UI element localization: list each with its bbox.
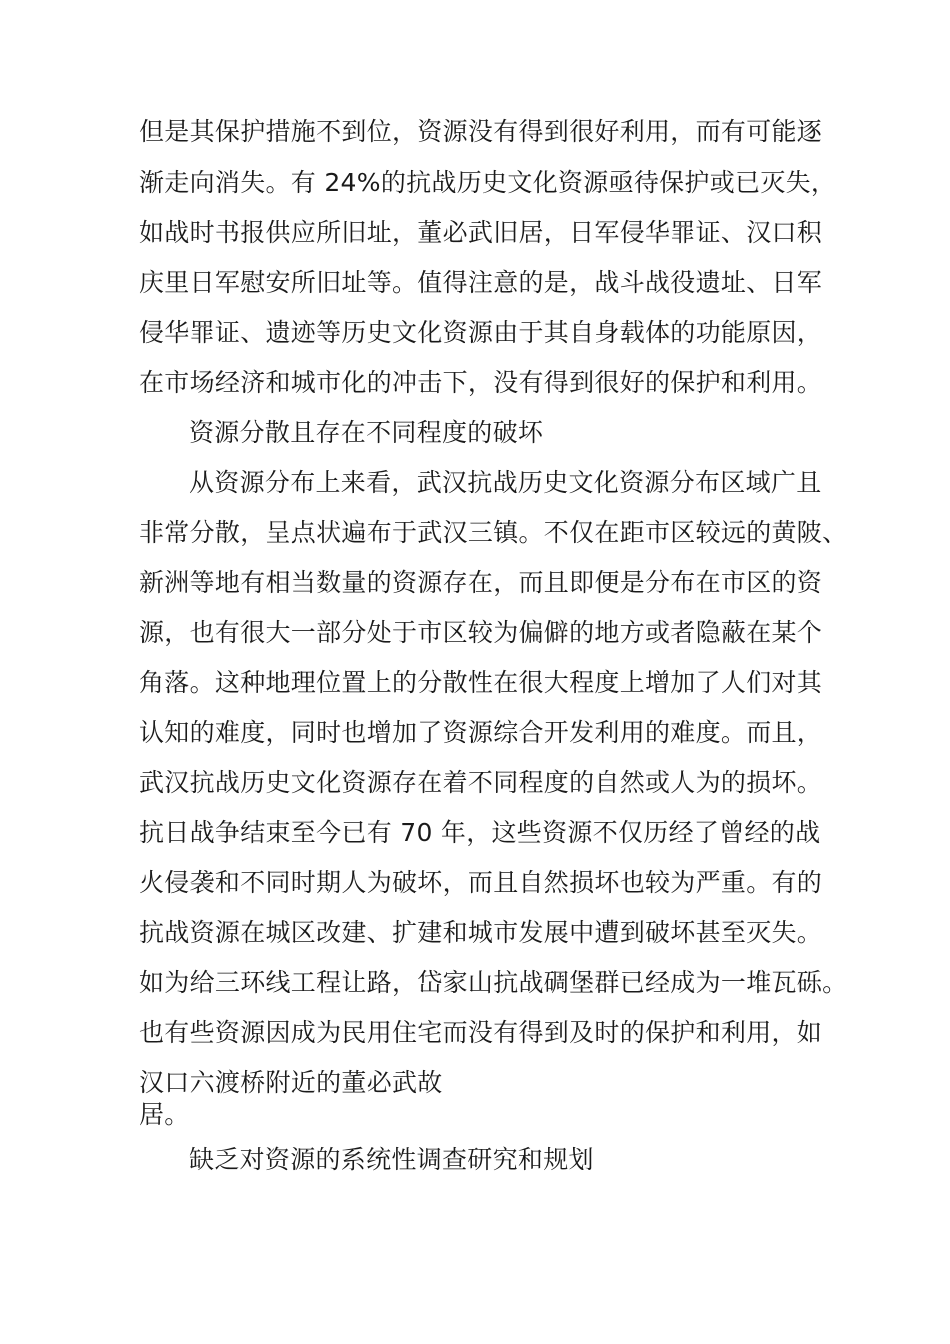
paragraph-line: 武汉抗战历史文化资源存在着不同程度的自然或人为的损坏。 [139, 768, 823, 797]
paragraph-line: 角落。这种地理位置上的分散性在很大程度上增加了人们对其 [139, 668, 823, 697]
paragraph-line: 汉口六渡桥附近的董必武故 [139, 1068, 443, 1097]
paragraph-line: 但是其保护措施不到位，资源没有得到很好利用，而有可能逐 [139, 117, 823, 146]
paragraph-line: 庆里日军慰安所旧址等。值得注意的是，战斗战役遗址、日军 [139, 268, 823, 297]
paragraph-line: 侵华罪证、遗迹等历史文化资源由于其自身载体的功能原因， [139, 318, 823, 347]
paragraph-line: 新洲等地有相当数量的资源存在，而且即便是分布在市区的资 [139, 568, 823, 597]
paragraph-line: 从资源分布上来看，武汉抗战历史文化资源分布区域广且 [189, 468, 822, 497]
paragraph-line: 也有些资源因成为民用住宅而没有得到及时的保护和利用，如 [139, 1018, 823, 1047]
paragraph-line: 认知的难度，同时也增加了资源综合开发利用的难度。而且， [139, 718, 823, 747]
paragraph-line: 火侵袭和不同时期人为破坏，而且自然损坏也较为严重。有的 [139, 868, 823, 897]
paragraph-line: 抗日战争结束至今已有 70 年，这些资源不仅历经了曾经的战 [139, 818, 821, 847]
paragraph-line: 抗战资源在城区改建、扩建和城市发展中遭到破坏甚至灭失。 [139, 918, 823, 947]
paragraph-line: 源，也有很大一部分处于市区较为偏僻的地方或者隐蔽在某个 [139, 618, 823, 647]
paragraph-line: 在市场经济和城市化的冲击下，没有得到很好的保护和利用。 [139, 368, 823, 397]
section-heading: 缺乏对资源的系统性调查研究和规划 [189, 1145, 594, 1174]
paragraph-line: 如战时书报供应所旧址，董必武旧居，日军侵华罪证、汉口积 [139, 218, 823, 247]
paragraph-line: 非常分散，呈点状遍布于武汉三镇。不仅在距市区较远的黄陂、 [139, 518, 848, 547]
paragraph-line: 渐走向消失。有 24%的抗战历史文化资源亟待保护或已灭失， [139, 168, 837, 197]
paragraph-line: 如为给三环线工程让路，岱家山抗战碉堡群已经成为一堆瓦砾。 [139, 968, 848, 997]
section-heading: 资源分散且存在不同程度的破坏 [189, 418, 544, 447]
paragraph-line: 居。 [139, 1100, 190, 1129]
